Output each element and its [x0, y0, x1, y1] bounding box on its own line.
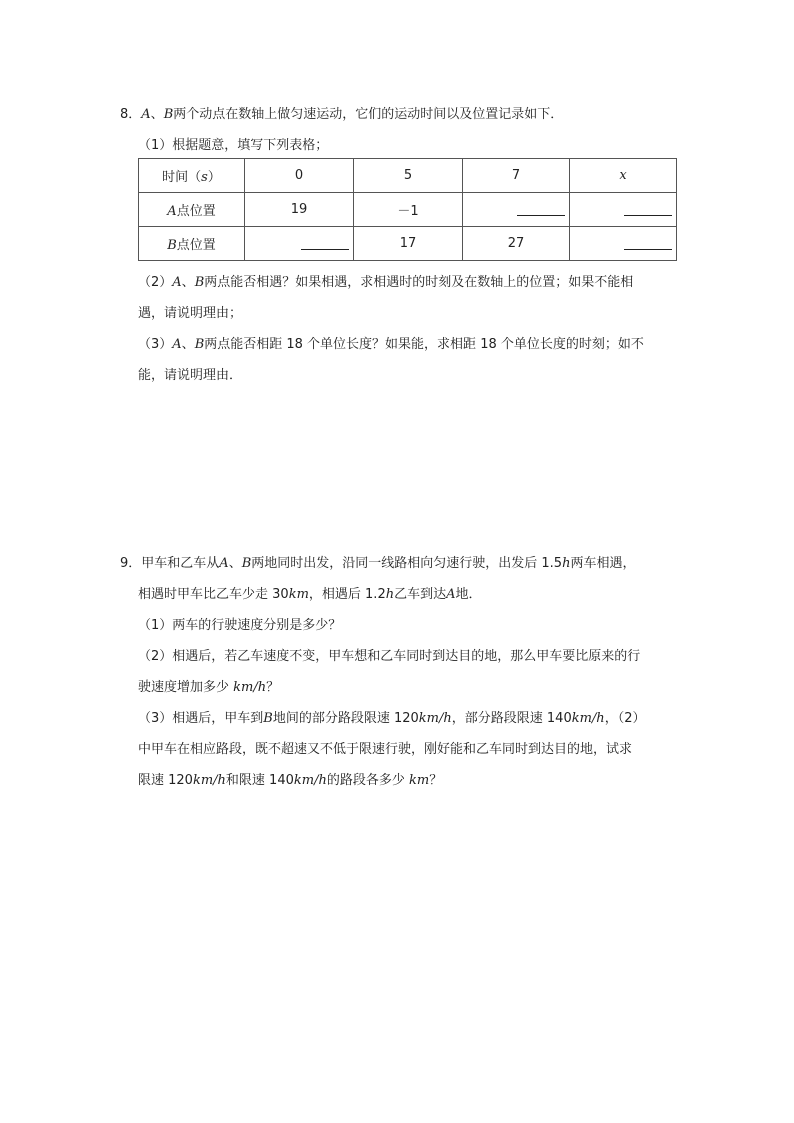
q9-stem-line1 [120, 555, 635, 573]
stem-text: 地． [455, 587, 482, 602]
part-text: ，部分路段限速 140 [451, 711, 572, 726]
part-text: ，（2） [604, 711, 646, 726]
point-b: B [194, 337, 205, 352]
part-text: 两点能否相距 18 个单位长度？如果能，求相距 18 个单位长度的时刻；如不 [204, 337, 644, 352]
label-letter: B [167, 238, 177, 253]
label-letter: A [167, 204, 177, 219]
row-label-a [139, 193, 245, 227]
q8-part1: （1）根据题意，填写下列表格； [138, 138, 329, 153]
q8-part3 [138, 336, 644, 354]
label-text: 点位置 [176, 204, 216, 219]
value-cell: 27 [463, 227, 570, 261]
time-cell: 0 [245, 159, 354, 193]
header-text: 时间（ [162, 170, 202, 185]
stem-text: 甲车和乙车从 [141, 556, 220, 571]
q9-part2-line2 [138, 679, 279, 697]
answer-blank[interactable] [624, 201, 672, 216]
stem-text: 相遇时甲车比乙车少走 30 [138, 587, 289, 602]
point-a: A [446, 587, 456, 602]
q9-part3-line2: 中甲车在相应路段，既不超速又不低于限速行驶，刚好能和乙车同时到达目的地，试求 [138, 742, 633, 757]
stem-text: 乙车到达 [394, 587, 447, 602]
header-text-close: ） [207, 170, 221, 185]
unit: km/h [293, 773, 327, 788]
part-text: ？ [429, 773, 443, 788]
part-text: 驶速度增加多少 [138, 680, 230, 695]
time-cell: 5 [354, 159, 463, 193]
unit: km [288, 587, 309, 602]
part-text: （3）相遇后，甲车到 [138, 711, 264, 726]
point-b: B [194, 275, 205, 290]
q8-part3-cont: 能，请说明理由． [138, 368, 243, 383]
part-text: 地间的部分路段限速 120 [272, 711, 419, 726]
part-text: ？ [266, 680, 280, 695]
separator: 、 [228, 556, 242, 571]
stem-text: ，相遇后 1.2 [308, 587, 386, 602]
q8-part2 [138, 274, 633, 292]
part-text: 和限速 140 [225, 773, 294, 788]
table-row [139, 193, 677, 227]
value-cell: 17 [354, 227, 463, 261]
answer-blank[interactable] [301, 235, 349, 250]
part-prefix: （3） [138, 337, 173, 352]
separator: 、 [181, 337, 195, 352]
stem-text: 两地同时出发，沿同一线路相向匀速行驶，出发后 1.5 [251, 556, 563, 571]
point-b: B [263, 711, 273, 726]
unit: km [409, 773, 430, 788]
point-b: B [241, 556, 252, 571]
unit: h [385, 587, 395, 602]
q9-number: 9． [120, 556, 142, 571]
q9-part3-line1 [138, 710, 645, 728]
time-cell: 7 [463, 159, 570, 193]
point-a: A [172, 337, 182, 352]
table-row [139, 227, 677, 261]
time-cell: x [570, 159, 677, 193]
q8-part2-cont: 遇，请说明理由； [138, 306, 243, 321]
q8-stem-text: 两个动点在数轴上做匀速运动，它们的运动时间以及位置记录如下． [173, 107, 564, 122]
blank-cell [570, 227, 677, 261]
point-a: A [219, 556, 229, 571]
position-table [138, 158, 677, 261]
answer-blank[interactable] [624, 235, 672, 250]
part-text: 两点能否相遇？如果相遇，求相遇时的时刻及在数轴上的位置；如果不能相 [204, 275, 634, 290]
row-label-b [139, 227, 245, 261]
unit: km/h [192, 773, 226, 788]
point-b: B [163, 107, 174, 122]
q9-stem-line2 [138, 586, 482, 604]
separator: 、 [181, 275, 195, 290]
label-text: 点位置 [176, 238, 216, 253]
blank-cell [245, 227, 354, 261]
value-cell: 19 [245, 193, 354, 227]
blank-cell [570, 193, 677, 227]
point-a: A [172, 275, 182, 290]
separator: 、 [150, 107, 164, 122]
blank-cell [463, 193, 570, 227]
unit: km/h [233, 680, 267, 695]
q8-number: 8． [120, 107, 142, 122]
stem-text: 两车相遇， [570, 556, 636, 571]
header-time [139, 159, 245, 193]
q8-stem [120, 106, 563, 124]
point-a: A [141, 107, 151, 122]
part-text: 的路段各多少 [326, 773, 405, 788]
part-text: 限速 120 [138, 773, 193, 788]
part-prefix: （2） [138, 275, 173, 290]
value-cell: －1 [354, 193, 463, 227]
unit: h [562, 556, 571, 571]
unit: km/h [418, 711, 452, 726]
answer-blank[interactable] [517, 201, 565, 216]
header-unit: s [201, 170, 208, 185]
table-row [139, 159, 677, 193]
q9-part2-line1: （2）相遇后，若乙车速度不变，甲车想和乙车同时到达目的地，那么甲车要比原来的行 [138, 649, 641, 664]
q9-part1: （1）两车的行驶速度分别是多少？ [138, 618, 342, 633]
q9-part3-line3 [138, 772, 442, 790]
unit: km/h [571, 711, 605, 726]
